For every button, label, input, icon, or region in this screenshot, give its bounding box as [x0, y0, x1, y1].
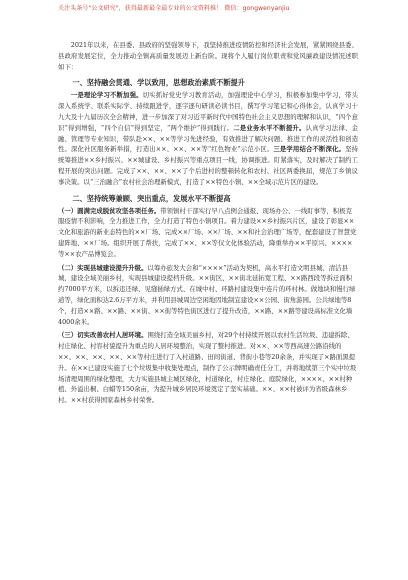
item-3-text: 围绕打造全域美丽乡村，对29个村持续开展以农村生活垃圾、违建拆除、村庄绿化、村容村貌提升为重点的人居环境整治，实现了整村推进。对××、××等西高速公路沿线的××、××、××、××、××等村庄进行了入村道路、田间街道、背街小巷等20余条，并实现了×路面黑提升。在××已建设实施了七个垃圾集中收集处理点，制作了公示牌明确责任分工，并将地续第三个实中垃圾场清理周围的绿化整理，大力实施县城主城区绿化，村道绿化，村庄绿化、庭院绿化，××××、××村种植、外溢出桐、白蜡等150余亩，为提升城乡居民环境奠定了坚实基础。××、××村被评为省级森林乡村。××村获得国家森林乡村荣誉。: [58, 331, 357, 405]
section-1-heading: 一、坚持融会贯通、学以致用，思想政治素质不断提升: [72, 78, 245, 88]
point-1-text: 切实抓好党史学习教育活动，加强理论中心学习，积极参加集中学习，带头深入系统学、联系实际学、持续跟进学，逐字逐句研读必读书目，撰写学习笔记和心得体会，认真学习十九大及十九届历次全会精神，进一步加深了对习近平新时代中国特色社会主义思想的理解和认识，“四个意识”得到增强，“四个自信”得到坚定，“两个维护”得到践行。: [58, 91, 359, 132]
item-1-text: 带领镇村干部实行早八点例会通报、现场办公、一线盯事等，积极克服疫情不利影响，全力推进工作，全力打造了特色小镇项目。着力建设××乡村振兴片区，建设了彰显××文化和旅游的新业态特色的××厂场、完成××厂场、××厂场、××和社会治理广场等，配套建设了智慧党建阵地、××厂场。组织开展了帮扶，完成了××、××等仅文化体验活动，降重举办××平原兴、××××等××农产品博览会。: [58, 206, 357, 258]
item-1-title: （一）圆满完成脱贫攻坚各项任务。: [58, 206, 161, 215]
section-2-heading: 二、坚持统筹兼顾、突出重点，发展水平不断提高: [72, 193, 231, 203]
point-3-text: 坚持统筹推进××乡村振兴、××城建设、乡村振兴等重点项目一线，协调推进。盯紧落实，及时解决了制约工程开展的突出问题。完成了××、××、××了个后进村的整顿转化和农村、社区两委换届，规范了乡镇议事决策。以“三治融合”农村社会治理新模式，打造了××特色小镇、××全域示范片区的建设。: [58, 145, 359, 186]
point-2-lead: 二是业务水平不断提升。: [233, 123, 306, 132]
point-1-lead: 一是理论学习不断加强。: [70, 91, 143, 100]
section-1-paragraph: [58, 90, 358, 187]
point-3-lead: 三是学用结合不断深化。: [273, 145, 346, 154]
item-3-title: （三）切实改善农村人居环境。: [58, 331, 148, 340]
intro-paragraph: 2021年以来，在县委、县政府的坚强领导下，我坚持推进疫情防控和经济社会发展，紧紧围绕县委、县政府发展定位，全力推动全镇高质量发展迈上新台阶。现将个人履行岗位职责和党风廉政建设情况述职如下：: [58, 41, 358, 71]
item-2-title: （二）实现县城建设提升升级。: [58, 263, 148, 272]
item-2-text: 以筹办旅发大会和“××××”活动为契机，高水平打造文明县城、清洁县城，建设全域美丽乡村，实现县城建设提档升级。××街区、××街北延拓宽工程、××路西段等拆迁面积约7000平方米，以拆违还绿、见缝插绿方式、在城中村、环路村建设集中连片的环村林。做地块和慢行绿道等，绿化面积达2.6万平方米，并利用县城周边空闲地因地制宜建设××公园、街角游园。公共绿地等8个，打造××路、××路、××街、××街等特色街区进行了提升改造，××路、××路等建设高标准文化墙4000余米。: [58, 263, 356, 326]
point-2-text: 认真学习法律、金融、管理等专业知识，带队赴××、××等学习先进经验，有效推进了解决问题、推进工作的灵活性和创造性。深化社区服务新举措，打造出××、××、××等“红色物业”示范小区。: [58, 123, 359, 154]
document-body: [58, 40, 358, 406]
top-banner: 关注头条号"公文研究"，获得最新最全最专业的公文资料推！ 微信：gongwenyanjiu: [58, 5, 290, 12]
